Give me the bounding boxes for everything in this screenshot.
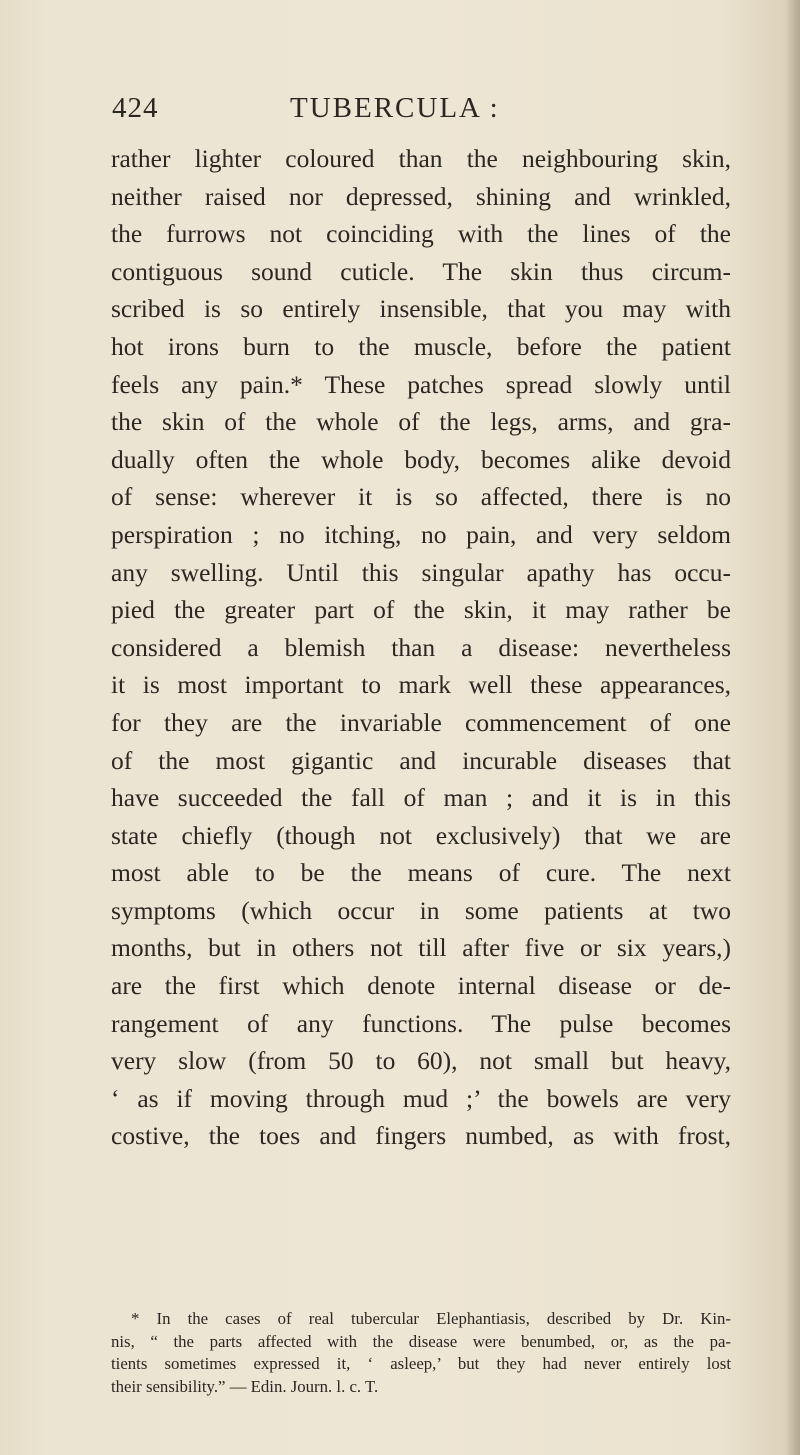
footnote-line: * In the cases of real tubercular Elephantiasis, described by Dr. Kin- (131, 1309, 731, 1328)
text-line: rather lighter coloured than the neighbouring skin, (111, 144, 731, 173)
text-line: scribed is so entirely insensible, that you may with (111, 294, 731, 324)
footnote (111, 1308, 731, 1398)
text-line: perspiration ; no itching, no pain, and very seldom (111, 519, 731, 549)
footnote-line: nis, “ the parts affected with the disease were benumbed, or, as the pa- (111, 1331, 731, 1351)
text-line: months, but in others not till after five or six years,) (111, 933, 731, 963)
text-line: hot irons burn to the muscle, before the patient (111, 331, 731, 361)
running-title: TUBERCULA : (290, 92, 500, 124)
text-line: considered a blemish than a disease: nevertheless (111, 632, 731, 662)
text-line: very slow (from 50 to 60), not small but heavy, (111, 1046, 731, 1076)
text-line: have succeeded the fall of man ; and it is in this (111, 783, 731, 813)
text-line: costive, the toes and fingers numbed, as with frost, (111, 1121, 731, 1151)
text-line: most able to be the means of cure. The next (111, 858, 731, 888)
text-line: dually often the whole body, becomes alike devoid (111, 444, 731, 474)
footnote-line: tients sometimes expressed it, ‘ asleep,’ but they had never entirely lost (111, 1354, 731, 1374)
text-line: it is most important to mark well these appearances, (111, 670, 731, 700)
text-line: any swelling. Until this singular apathy has occu- (111, 557, 731, 587)
text-line: of sense: wherever it is so affected, there is no (111, 482, 731, 512)
page-number: 424 (112, 92, 159, 124)
text-line: state chiefly (though not exclusively) that we are (111, 820, 731, 850)
text-line: for they are the invariable commencement of one (111, 707, 731, 737)
text-line: feels any pain.* These patches spread slowly until (111, 369, 731, 399)
text-line: the skin of the whole of the legs, arms, and gra- (111, 407, 731, 437)
text-line: of the most gigantic and incurable diseases that (111, 745, 731, 775)
text-line: symptoms (which occur in some patients at two (111, 895, 731, 925)
text-line: ‘ as if moving through mud ;’ the bowels are very (111, 1083, 731, 1113)
body-text (111, 140, 731, 1155)
text-line: neither raised nor depressed, shining and wrinkled, (111, 181, 731, 211)
text-line: are the first which denote internal disease or de- (111, 971, 731, 1001)
text-line: the furrows not coinciding with the lines of the (111, 219, 731, 249)
footnote-line: their sensibility.” — Edin. Journ. l. c. T. (111, 1376, 379, 1396)
text-line: contiguous sound cuticle. The skin thus circum- (111, 256, 731, 286)
running-head (112, 92, 712, 132)
text-line: pied the greater part of the skin, it may rather be (111, 595, 731, 625)
text-line: rangement of any functions. The pulse becomes (111, 1008, 731, 1038)
page-edge-shadow (786, 0, 800, 1455)
